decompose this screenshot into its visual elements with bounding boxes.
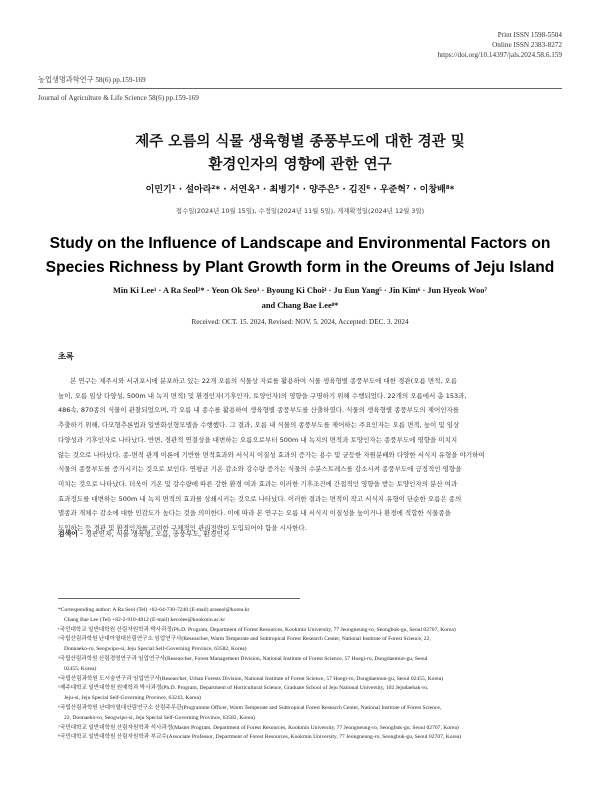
english-dates: Received: OCT. 15. 2024, Revised: NOV. 5. 2024, Accepted: DEC. 3. 2024 [191,318,409,326]
abstract-line: 486속, 870종의 식물이 관찰되었으며, 각 오름 내 종수를 활용하여 생육형별 종풍부도를 산출하였다. 식물의 생육형별 종풍부도의 제어인자를 [58,406,460,415]
abstract-heading: 초록 [58,351,74,361]
print-issn: Print ISSN 1598-5504 [497,31,562,39]
footnote: Jeju-si, Jeju Special Self-Governing Province, 63243, Korea) [64,695,201,702]
abstract-line: 효과정도를 대변하는 500m 내 녹지 면적의 효과를 상쇄시키는 것으로 나타났다. 이러한 결과는 면적이 작고 서식지 유형이 단순한 오름은 종의 [58,494,462,503]
english-authors-line-2: and Chang Bae Lee⁸* [261,301,339,310]
footnote: 22, Donnaeko-ro, Seogwipo-si, Jeju Special Self-Governing Province, 63582, Korea) [64,714,255,721]
footnote: ⁷국민대학교 일반대학원 산림자원학과 석사과정(Master Program, Department of Forest Resources, Kookmin University, 77 Jeongneung-ro, Seongbuk-gu, Seoul 02707, Korea) [58,724,459,731]
footnote: ³국립산림과학원 산림경영연구과 임업연구사(Researcher, Forest Management Division, National Institute of Forest Science, 57 Hoegi-ro, Dongdaemun-gu, Seoul [58,655,428,662]
english-title-line-1: Study on the Influence of Landscape and Environmental Factors on [49,235,551,252]
korean-title [0,131,600,177]
footnote: Chang Bae Lee (Tel) +82-2-910-4812 (E-mail) kecolee@kookmin.ac.kr [64,616,226,623]
abstract-line: 식물의 종풍부도를 증가시키는 것으로 보인다. 연평균 기온 감소와 강수량 증가는 식물의 수분스트레스를 감소시켜 종풍부도에 긍정적인 영향을 [58,465,462,474]
footnote: Donnaeko-ro, Seogwipo-si, Jeju Special Self-Governing Province, 63582, Korea) [64,646,247,653]
online-issn: Online ISSN 2383-8272 [492,41,562,49]
footnote: *Corresponding author: A Ra Seol (Tel) +82-64-730-7240 (E-mail) araseol@korea.kr [58,607,250,613]
keywords-text: – 경관인자, 식물 생육형, 오름, 종풍부도, 환경인자 [77,530,230,538]
korean-authors: 이민기¹ · 설아라²* · 서연옥³ · 최병기⁴ · 양주은⁵ · 김진⁶ · 우준혁⁷ · 이창배⁸* [145,185,455,195]
journal-citation-en: Journal of Agriculture & Life Science 58(6) pp.159-169 [38,94,199,102]
korean-title-line-1: 제주 오름의 식물 생육형별 종풍부도에 대한 경관 및 [135,134,465,150]
abstract-line: 본 연구는 제주시와 서귀포시에 분포하고 있는 22개 오름의 식물상 자료를 활용하여 식물 생육형별 종풍부도에 대한 경관(오름 면적, 오름 [70,377,458,385]
abstract-line: 추출하기 위해, 다모형추론법과 일반화선형모델을 수행했다. 그 결과, 오름 내 식물의 종풍부도를 제어하는 주요인자는 오름 면적, 높이 및 임상 [58,421,460,430]
abstract-line: 않는 것으로 나타났다. 종-면적 관계 이론에 기반한 면적효과와 서식지 이질성 효과의 증가는 용수 및 균등한 자원분배와 다양한 서식지 유형을 야기하여 [58,450,485,459]
korean-title-line-2: 환경인자의 영향에 관한 연구 [208,157,392,173]
english-authors-line-1: Min Ki Lee¹ · A Ra Seol²* · Yeon Ok Seo³ · Byoung Ki Choi⁴ · Ju Eun Yang⁵ · Jin Kim⁶ · Jun Hyeok Woo⁷ [113,286,487,295]
doi-link[interactable]: https://doi.org/10.14397/jals.2024.58.6.159 [437,51,562,59]
footnote: ⁶국립산림과학원 난대아열대산림연구소 산림주무관(Programme Officer, Warm Temperate and Subtropical Forest Research Center, National Institute of Forest Science, [58,704,442,711]
footnote: ⁵제주대학교 일반대학원 원예학과 박사과정(Ph.D. Program, Department of Horticultural Science, Graduate School of Jeju National University, 102 Jejudaehak-ro, [58,685,429,692]
header-divider [38,88,562,89]
journal-citation-ko: 농업생명과학연구 58(6) pp.159-169 [38,76,146,84]
english-authors [0,283,600,313]
footnote: 02455, Korea) [64,665,97,672]
abstract-line: 높이, 오름 임상 다양성, 500m 내 녹지 면적) 및 환경인자(기후인자, 토양인자)의 영향을 구명하기 위해 수행되었다. 22개의 오름에서 총 153과, [58,391,467,400]
abstract-line: 미치는 것으로 나타났다. 더욱이 기온 및 강수량에 따른 강한 환경 여과 효과는 이러한 기후조건에 간접적인 영향을 받는 토양인자의 분산 여과 [58,479,458,488]
keywords [58,528,230,538]
footnote: ¹국민대학교 일반대학원 산림자원학과 박사과정(Ph.D. Program, Department of Forest Resources, Kookmin University, 77 Jeongneung-ro, Seongbuk-gu, Seoul 02707, Korea) [58,626,456,633]
abstract-body [58,374,542,536]
english-title [0,232,600,280]
english-title-line-2: Species Richness by Plant Growth form in the Oreums of Jeju Island [45,259,555,276]
footnote-divider [58,598,300,599]
abstract-line: 도입하는 등 경관 및 환경인자를 고려한 구체적인 관리전략이 도입되어야 함을 시사한다. [58,524,307,533]
footnote: ⁴국립산림과학원 도시숲연구과 임업연구사(Researcher, Urban Forests Division, National Institute of Forest Science, 57 Hoegi-ro, Dongdaemun-gu, Seoul 02455, Korea) [58,675,444,682]
footnotes [58,606,548,743]
issn-block [438,30,562,60]
korean-dates: 접수일(2024년 10월 15일), 수정일(2024년 11월 5일), 게재확정일(2024년 12월 3일) [175,207,425,215]
footnote: ⁸국민대학교 일반대학원 산림자원학과 부교수(Associate Professor, Department of Forest Resources, Kookmin University, 77 Jeongneung-ro, Seongbuk-gu, Seoul 02707, Korea) [58,734,462,741]
abstract-line: 다양성과 기후인자로 나타났다. 반면, 경관적 연결성을 대변하는 오름으로부터 500m 내 녹지의 면적과 토양인자는 종풍부도에 영향을 미치지 [58,435,458,444]
keywords-label: 검색어 [58,530,78,538]
abstract-line: 멸종과 개체수 감소에 대한 민감도가 높다는 것을 의미한다. 이에 따라 본 연구는 오름 내 서식지 이질성을 높이거나 환경에 적합한 식물종을 [58,509,451,518]
footnote: ²국립산림과학원 난대아열대산림연구소 임업연구사(Researcher, Warm Temperate and Subtropical Forest Research Center, National Institute of Forest Science, 22, [58,636,431,643]
